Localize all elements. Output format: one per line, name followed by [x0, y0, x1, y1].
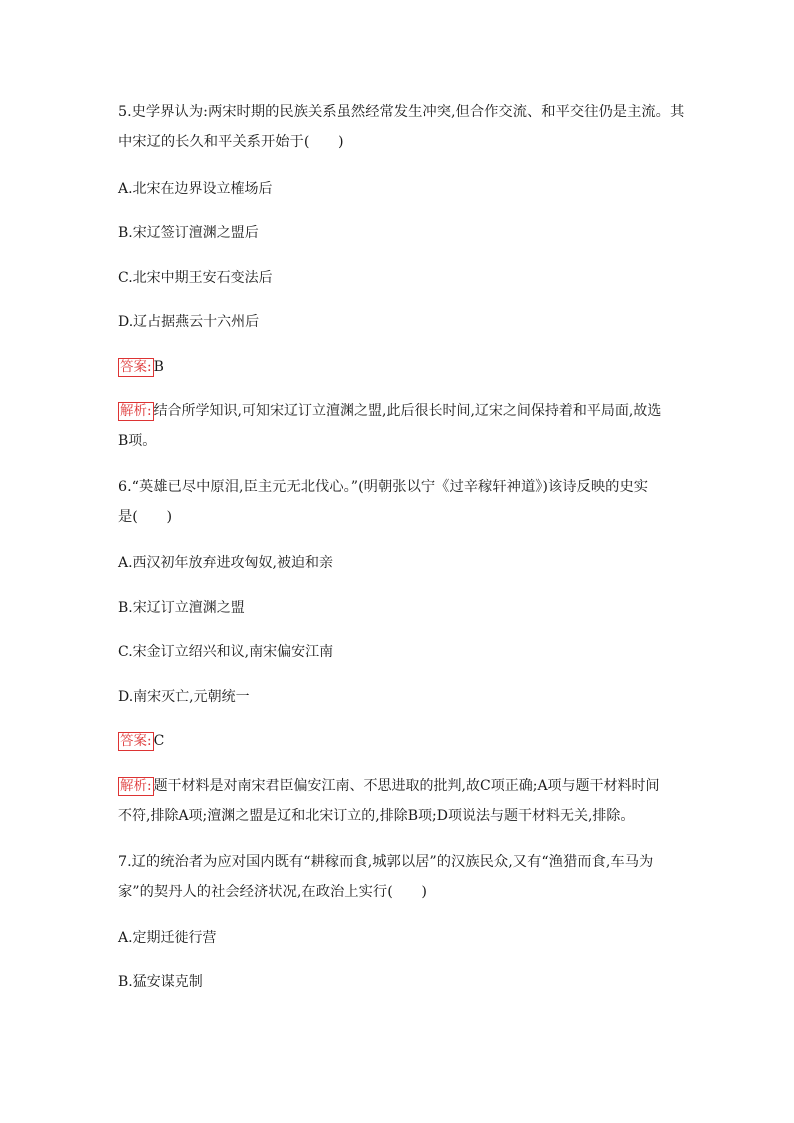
q6-option-c: C.宋金订立绍兴和议,南宋偏安江南 — [118, 644, 334, 660]
q5-analysis-line2: B项。 — [118, 433, 157, 449]
q5-analysis-text: 结合所学知识,可知宋辽订立澶渊之盟,此后很长时间,辽宋之间保持着和平局面,故选 — [153, 403, 662, 419]
q5-analysis-line1 — [118, 400, 661, 422]
q5-answer-value: B — [153, 359, 164, 375]
analysis-label-tag: 解析: — [120, 403, 152, 419]
q7-option-a: A.定期迁徙行营 — [118, 930, 217, 946]
q5-stem-line1: 5.史学界认为:两宋时期的民族关系虽然经常发生冲突,但合作交流、和平交往仍是主流。其 — [118, 104, 685, 120]
q6-answer-value: C — [153, 733, 165, 749]
analysis-label-tag: 解析: — [120, 778, 152, 794]
q7-stem-line1: 7.辽的统治者为应对国内既有“耕稼而食,城郭以居”的汉族民众,又有“渔猎而食,车马为 — [118, 854, 654, 870]
q5-option-a: A.北宋在边界设立榷场后 — [118, 181, 273, 197]
q7-option-b: B.猛安谋克制 — [118, 974, 203, 990]
q6-answer — [118, 730, 164, 752]
q6-stem-line2: 是( ) — [118, 509, 173, 525]
q6-analysis-line1 — [118, 775, 660, 797]
q5-option-d: D.辽占据燕云十六州后 — [118, 314, 260, 330]
q5-answer — [118, 356, 164, 378]
answer-label-tag: 答案: — [120, 733, 152, 749]
q5-option-c: C.北宋中期王安石变法后 — [118, 270, 273, 286]
q5-option-b: B.宋辽签订澶渊之盟后 — [118, 225, 259, 241]
q5-stem-line2: 中宋辽的长久和平关系开始于( ) — [118, 134, 344, 150]
q6-option-b: B.宋辽订立澶渊之盟 — [118, 600, 245, 616]
answer-label-tag: 答案: — [120, 359, 152, 375]
q6-analysis-line2: 不符,排除A项;澶渊之盟是辽和北宋订立的,排除B项;D项说法与题干材料无关,排除。 — [118, 808, 635, 824]
q6-option-a: A.西汉初年放弃进攻匈奴,被迫和亲 — [118, 555, 334, 571]
q7-stem-line2: 家”的契丹人的社会经济状况,在政治上实行( ) — [118, 884, 427, 900]
q6-analysis-text: 题干材料是对南宋君臣偏安江南、不思进取的批判,故C项正确;A项与题干材料时间 — [153, 778, 660, 794]
q6-stem-line1: 6.“英雄已尽中原泪,臣主元无北伐心。”(明朝张以宁《过辛稼轩神道》)该诗反映的史实 — [118, 479, 649, 495]
q6-option-d: D.南宋灭亡,元朝统一 — [118, 689, 250, 705]
